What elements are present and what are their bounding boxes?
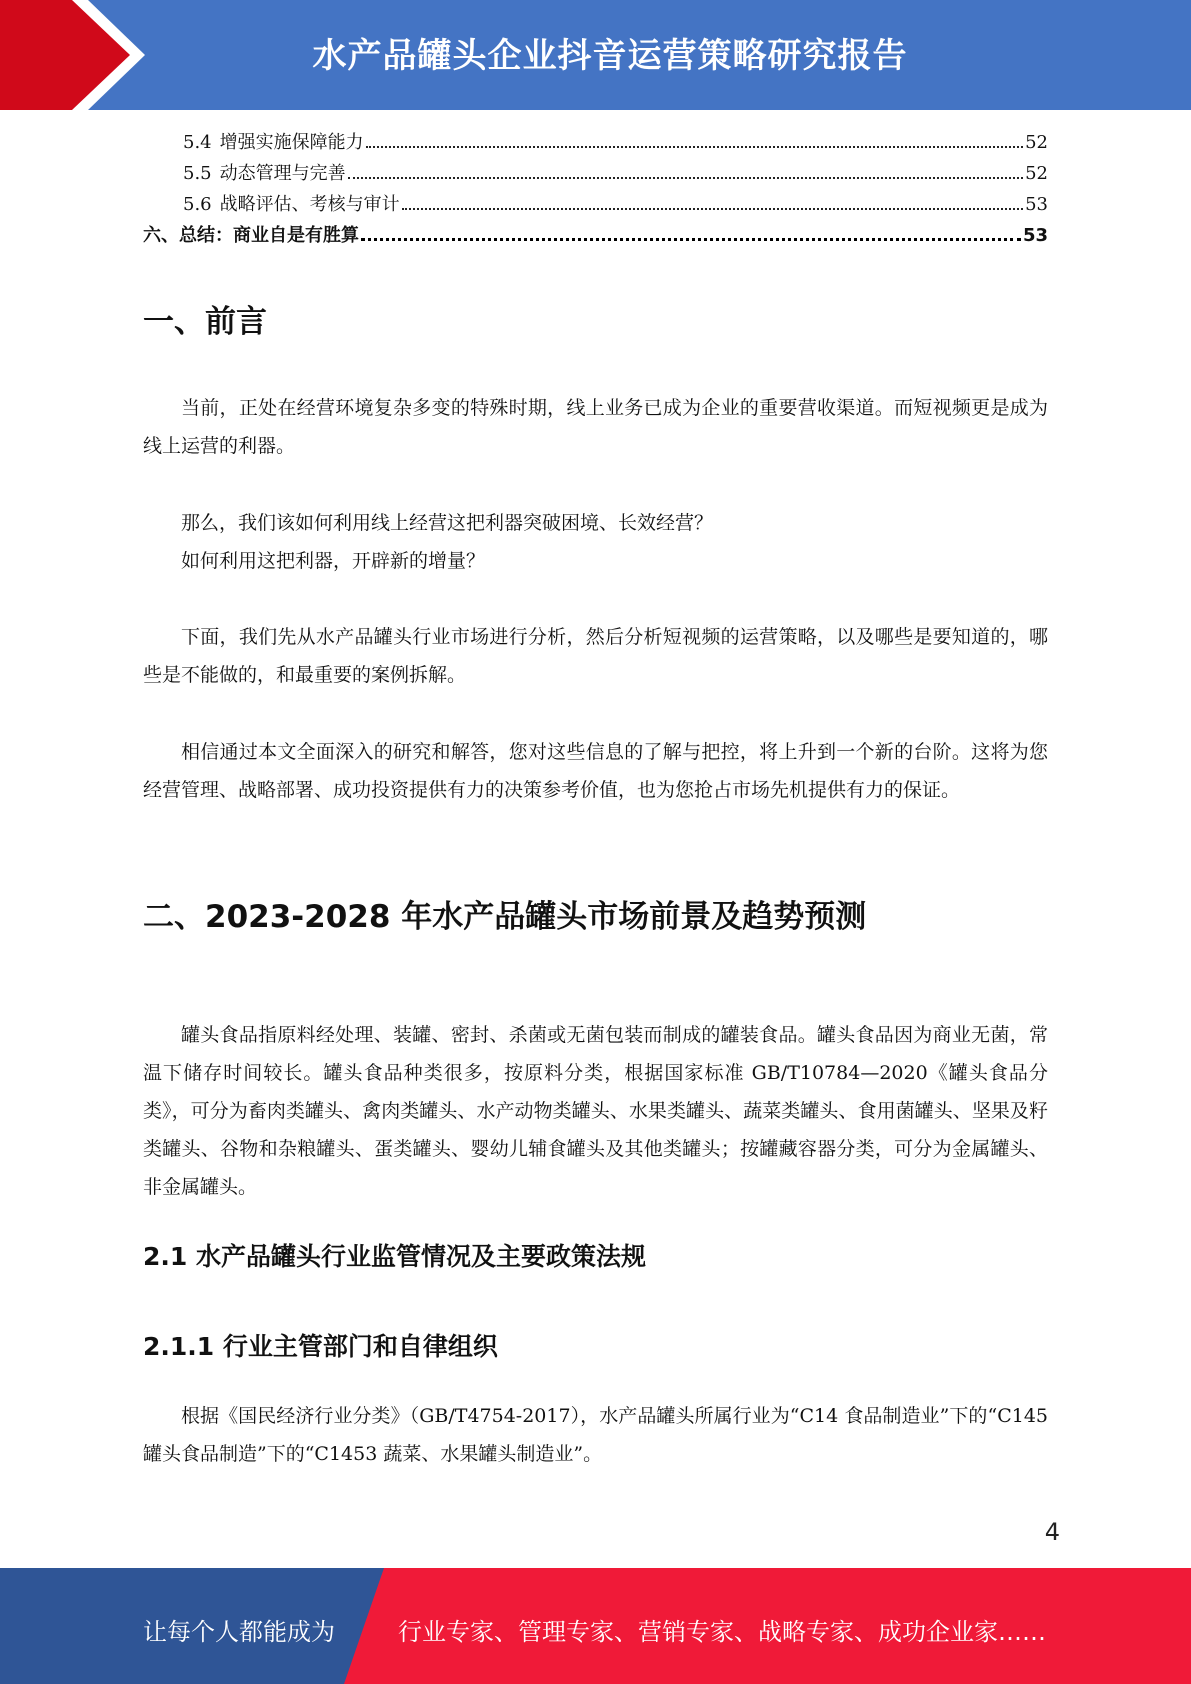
- paragraph: 相信通过本文全面深入的研究和解答，您对这些信息的了解与把控，将上升到一个新的台阶。这将为您经营管理、战略部署、成功投资提供有力的决策参考价值，也为您抢占市场先机提供有力的保证。: [143, 741, 1048, 801]
- preface-questions: [143, 504, 1048, 580]
- market-body: [143, 1016, 1048, 1206]
- paragraph: 根据《国民经济行业分类》（GB/T4754-2017），水产品罐头所属行业为“C14 食品制造业”下的“C145 罐头食品制造”下的“C1453 蔬菜、水果罐头制造业”。: [143, 1405, 1048, 1465]
- preface-plan: [143, 618, 1048, 694]
- toc-item[interactable]: [143, 128, 1048, 159]
- toc-dot-leader: [366, 146, 1023, 148]
- table-of-contents: [143, 128, 1048, 252]
- section-heading: 二、2023-2028 年水产品罐头市场前景及趋势预测: [143, 899, 867, 935]
- footer-slogan-right: 行业专家、管理专家、营销专家、战略专家、成功企业家……: [398, 1618, 1046, 1646]
- subsection-heading: 2.1 水产品罐头行业监管情况及主要政策法规: [143, 1242, 646, 1271]
- footer-banner: [0, 1568, 1191, 1684]
- subsection-2-1-1: [143, 1327, 1048, 1363]
- preface-conclusion: [143, 733, 1048, 809]
- toc-item[interactable]: [143, 159, 1048, 190]
- toc-item-chapter[interactable]: [143, 221, 1048, 252]
- section-heading: 一、前言: [143, 304, 267, 340]
- header-arrow-decoration: [0, 0, 160, 110]
- toc-item-number: 5.5: [183, 163, 212, 184]
- paragraph: 那么，我们该如何利用线上经营这把利器突破困境、长效经营？: [181, 512, 714, 534]
- page-number: 4: [1044, 1518, 1060, 1546]
- toc-dot-leader: [348, 177, 1023, 179]
- preface-body: [143, 389, 1048, 465]
- subsection-2-1-1-body: [143, 1397, 1048, 1473]
- toc-item-page: 53: [1025, 194, 1048, 215]
- subsection-heading: 2.1.1 行业主管部门和自律组织: [143, 1332, 498, 1361]
- toc-item[interactable]: [143, 190, 1048, 221]
- toc-item-number: 5.4: [183, 132, 212, 153]
- toc-item-title: 增强实施保障能力: [219, 132, 364, 153]
- paragraph: 罐头食品指原料经处理、装罐、密封、杀菌或无菌包装而制成的罐装食品。罐头食品因为商业无菌，常温下储存时间较长。罐头食品种类很多，按原料分类，根据国家标准 GB/T10784—2020《罐头食品分类》，可分为畜肉类罐头、禽肉类罐头、水产动物类罐头、水果类罐头、蔬菜类罐头、食用菌罐头、坚果及籽类罐头、谷物和杂粮罐头、蛋类罐头、婴幼儿辅食罐头及其他类罐头；按罐藏容器分类，可分为金属罐头、非金属罐头。: [143, 1024, 1048, 1198]
- subsection-2-1: [143, 1237, 1048, 1273]
- report-title: 水产品罐头企业抖音运营策略研究报告: [312, 36, 908, 76]
- header-banner: [0, 0, 1191, 110]
- section-market: [143, 891, 1048, 936]
- toc-dot-leader: [361, 238, 1021, 241]
- toc-item-title: 动态管理与完善: [219, 163, 346, 184]
- footer-slogan-left: 让每个人都能成为: [143, 1618, 335, 1646]
- paragraph: 下面，我们先从水产品罐头行业市场进行分析，然后分析短视频的运营策略，以及哪些是要知道的，哪些是不能做的，和最重要的案例拆解。: [143, 626, 1048, 686]
- toc-item-number: 5.6: [183, 194, 212, 215]
- toc-item-title: 战略评估、考核与审计: [219, 194, 400, 215]
- toc-item-page: 52: [1025, 132, 1048, 153]
- toc-dot-leader: [402, 208, 1023, 210]
- section-preface: [143, 296, 1048, 341]
- toc-item-page: 53: [1022, 225, 1048, 246]
- paragraph: 如何利用这把利器，开辟新的增量？: [181, 550, 486, 572]
- paragraph: 当前，正处在经营环境复杂多变的特殊时期，线上业务已成为企业的重要营收渠道。而短视频更是成为线上运营的利器。: [143, 397, 1048, 457]
- toc-item-page: 52: [1025, 163, 1048, 184]
- toc-item-title: 六、总结：商业自是有胜算: [143, 225, 359, 246]
